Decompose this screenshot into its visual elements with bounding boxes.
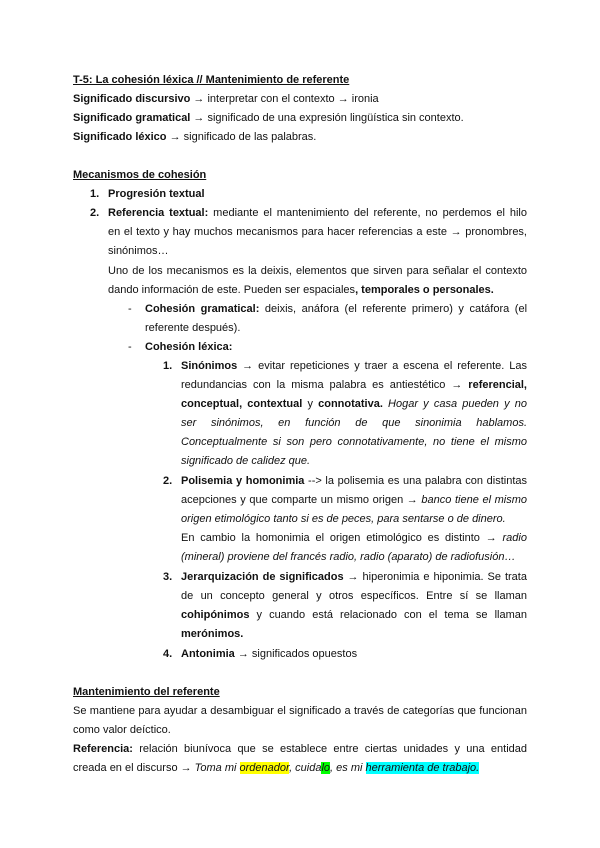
text-fragment: acepciones y que comparte un mismo origen → — [181, 494, 418, 506]
sinonimos-line3 — [181, 397, 527, 411]
list-number: 1. — [90, 188, 100, 200]
highlight-yellow: ordenador — [239, 762, 290, 774]
cohesion-gramatical-line2: referente después). — [145, 322, 241, 334]
homonimia-line2: (mineral) proviene del francés radio, radio (aparato) de radiofusión… — [181, 551, 516, 563]
text-fragment: cohipónimos — [181, 609, 250, 621]
text-fragment: , temporales o personales. — [355, 284, 494, 296]
jerarquizacion-line3 — [181, 608, 527, 622]
sinonimos-line4: ser sinónimos, en función de que sinonimia hablamos. — [181, 417, 527, 429]
sinonimos-line1 — [181, 359, 527, 373]
text-fragment: --> la polisemia es una palabra con distintas — [304, 475, 528, 487]
example-text: Toma mi — [191, 762, 240, 774]
polisemia-line2 — [181, 493, 527, 507]
text-fragment: redundancias con la misma palabra es antiestético → — [181, 379, 463, 391]
list-number: 2. — [90, 207, 100, 219]
text-fragment: creada en el discurso → — [73, 762, 192, 774]
section-heading-mecanismos: Mecanismos de cohesión — [73, 169, 207, 181]
homonimia-line1 — [181, 531, 527, 545]
antonimia-line — [181, 647, 357, 661]
text-fragment: relación biunívoca que se establece entre ciertas unidades y una entidad — [132, 743, 527, 755]
text-fragment: → evitar repeticiones y traer a escena el referente. Las — [237, 360, 527, 372]
list-number: 2. — [163, 475, 173, 487]
example-text: , cuida — [289, 762, 322, 774]
jerarquizacion-line4: merónimos. — [181, 628, 244, 640]
page-title: T-5: La cohesión léxica // Mantenimiento de referente — [73, 74, 350, 86]
list-item-progresion: Progresión textual — [108, 188, 205, 200]
jerarquizacion-line1 — [181, 570, 527, 584]
text-fragment: conceptual, contextual — [181, 398, 303, 410]
list-item-referencia-line3: sinónimos… — [108, 245, 169, 257]
sinonimos-line6: significado de calidez que. — [181, 455, 311, 467]
polisemia-line1 — [181, 474, 527, 488]
cohesion-lexica-label: Cohesión léxica: — [145, 341, 233, 353]
bullet-dash: - — [128, 341, 132, 353]
highlight-green: lo — [321, 762, 331, 774]
mantenimiento-paragraph-line1: Se mantiene para ayudar a desambiguar el significado a través de categorías que funcionan — [73, 705, 527, 717]
list-item-referencia-line1 — [108, 206, 527, 220]
list-item-label: Sinónimos — [181, 360, 238, 372]
highlight-cyan: herramienta de trabajo. — [365, 762, 480, 774]
list-item-label: Polisemia y homonimia — [181, 475, 305, 487]
bullet-label: Cohesión gramatical: — [145, 303, 260, 315]
definition-term: Significado gramatical — [73, 112, 191, 124]
deixis-paragraph-line2 — [108, 283, 494, 297]
text-fragment: referencial, — [462, 379, 527, 391]
referencia-line1 — [73, 742, 527, 756]
polisemia-line3: origen etimológico tanto si es de peces, para sentarse o de dinero. — [181, 513, 506, 525]
referencia-line2 — [73, 761, 479, 775]
definition-discursivo — [73, 92, 379, 106]
list-number: 3. — [163, 571, 173, 583]
list-number: 4. — [163, 648, 173, 660]
mantenimiento-paragraph-line2: como valor deíctico. — [73, 724, 171, 736]
text-fragment: → hiperonimia e hiponimia. Se trata — [343, 571, 527, 583]
bullet-dash: - — [128, 303, 132, 315]
definition-lexico — [73, 130, 316, 144]
text-fragment: y cuando está relacionado con el tema se llaman — [249, 609, 527, 621]
definition-gramatical — [73, 111, 464, 125]
definition-term: Significado léxico — [73, 131, 167, 143]
text-fragment: banco tiene el mismo — [417, 494, 528, 506]
list-number: 1. — [163, 360, 173, 372]
list-item-referencia-line2: en el texto y hay muchos mecanismos para hacer referencias a este → pronombres, — [108, 226, 527, 238]
text-fragment: → significados opuestos — [234, 648, 358, 660]
list-item-label: Referencia textual: — [108, 207, 209, 219]
jerarquizacion-line2: de un concepto general y otros específicos. Entre sí se llaman — [181, 590, 527, 602]
text-fragment: Hogar y casa pueden y no — [382, 398, 527, 410]
cohesion-gramatical-line1 — [145, 302, 527, 316]
text-fragment: dando información de este. Pueden ser espaciales — [108, 284, 356, 296]
definition-term: Significado discursivo — [73, 93, 191, 105]
definition-term: Referencia: — [73, 743, 133, 755]
list-item-label: Jerarquización de significados — [181, 571, 344, 583]
text-fragment: mediante el mantenimiento del referente, no perdemos el hilo — [208, 207, 527, 219]
definition-text: → interpretar con el contexto → ironia — [190, 93, 379, 105]
text-fragment: En cambio la homonimia el origen etimológico es distinto → — [181, 532, 497, 544]
definition-text: → significado de las palabras. — [166, 131, 317, 143]
sinonimos-line5: Conceptualmente si son pero connotativamente, no tiene el mismo — [181, 436, 527, 448]
deixis-paragraph-line1: Uno de los mecanismos es la deixis, elementos que sirven para señalar el contexto — [108, 265, 527, 277]
sinonimos-line2 — [181, 378, 527, 392]
text-fragment: radio — [496, 532, 527, 544]
section-heading-mantenimiento: Mantenimiento del referente — [73, 686, 220, 698]
text-fragment: connotativa. — [318, 398, 383, 410]
example-text: , es mi — [330, 762, 366, 774]
definition-text: → significado de una expresión lingüística sin contexto. — [190, 112, 464, 124]
list-item-label: Antonimia — [181, 648, 235, 660]
text-fragment: deixis, anáfora (el referente primero) y catáfora (el — [259, 303, 528, 315]
text-fragment: y — [302, 398, 319, 410]
